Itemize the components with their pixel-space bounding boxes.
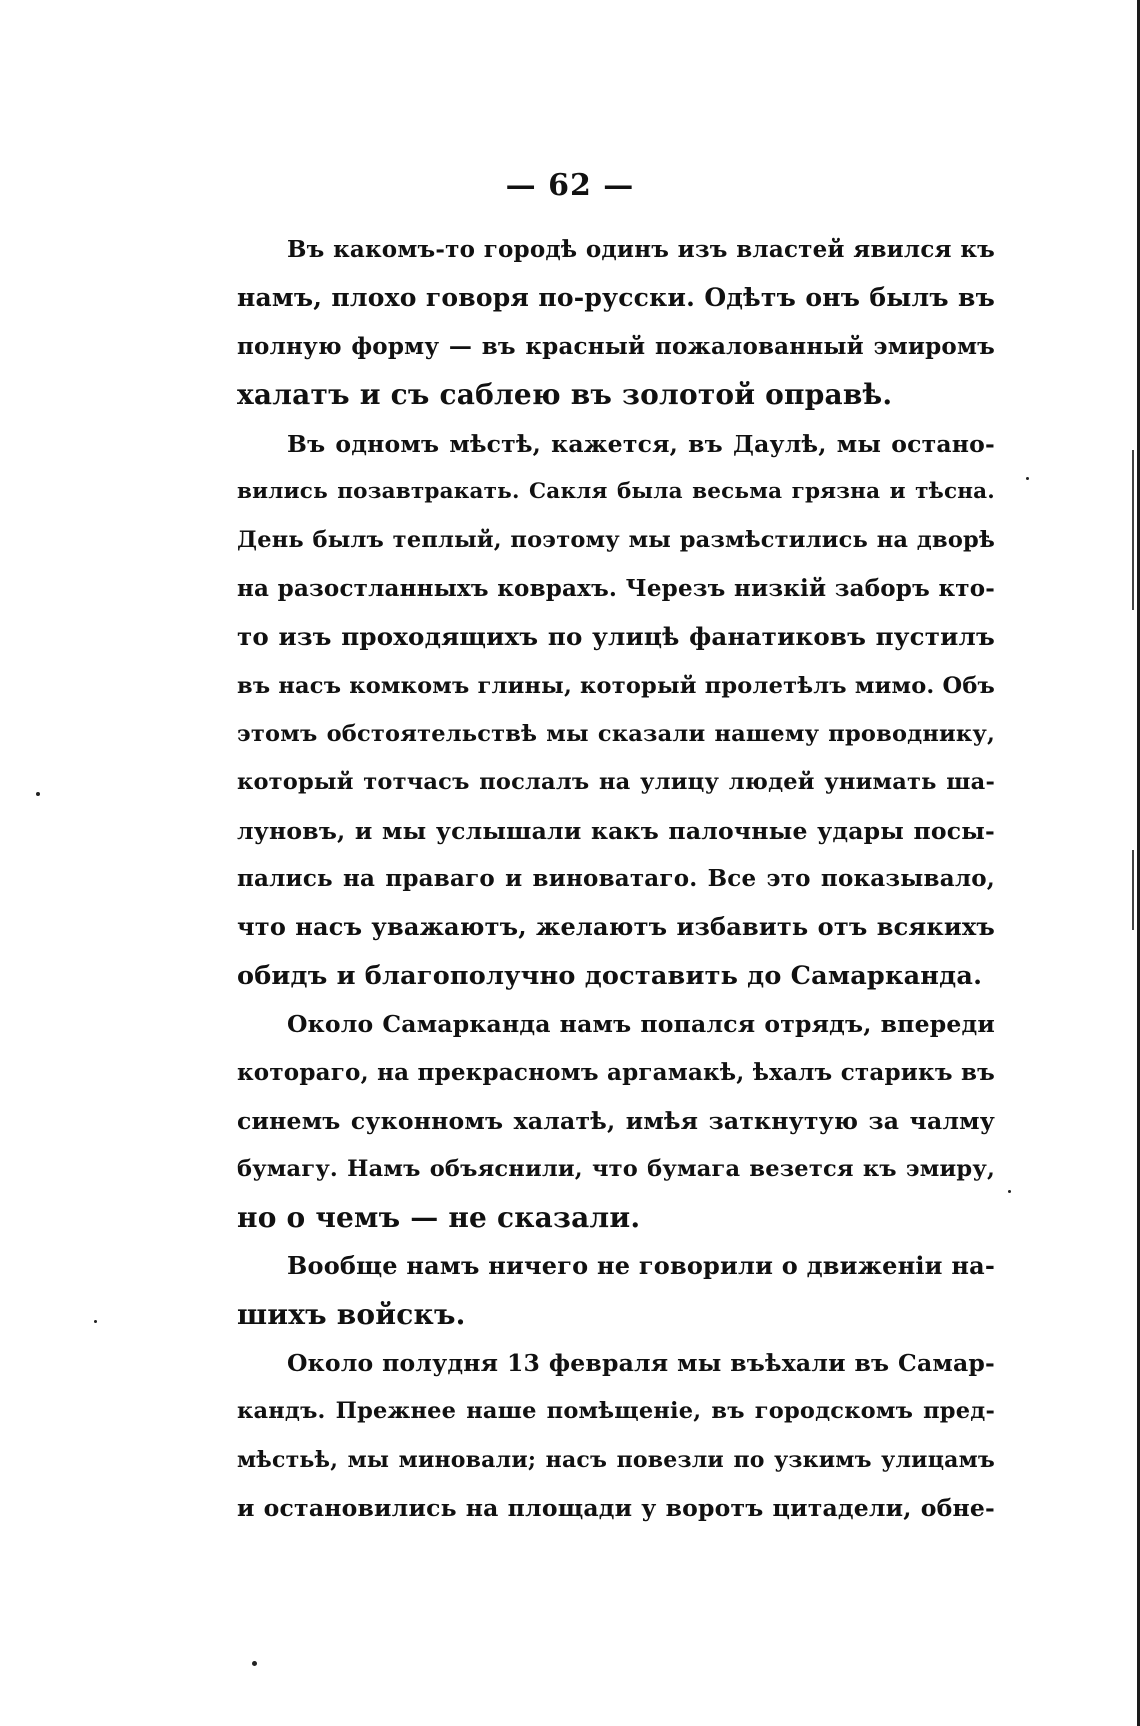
text-line: въ насъ комкомъ глины, который пролетѣлъ мимо. Объ — [237, 672, 995, 699]
text-line: намъ, плохо говоря по-русски. Одѣтъ онъ былъ въ — [237, 283, 995, 313]
text-line: этомъ обстоятельствѣ мы сказали нашему проводнику, — [237, 720, 995, 747]
print-speck — [1008, 1190, 1011, 1193]
page-edge-mark — [1132, 850, 1134, 930]
text-line: Около полудня 13 февраля мы въѣхали въ Самар- — [287, 1348, 995, 1377]
text-line: обидъ и благополучно доставить до Самарканда. — [237, 960, 983, 991]
page-number: — 62 — — [505, 168, 635, 203]
text-line: кандъ. Прежнее наше помѣщеніе, въ городскомъ пред- — [237, 1398, 995, 1425]
text-line: Около Самарканда намъ попался отрядъ, впереди — [287, 1010, 995, 1039]
text-line: Въ какомъ-то городѣ одинъ изъ властей явился къ — [287, 236, 995, 263]
text-line: полную форму — въ красный пожалованный эмиромъ — [237, 332, 995, 360]
text-line: пались на праваго и виноватаго. Все это показывало, — [237, 865, 995, 893]
body-text — [237, 226, 995, 1533]
page-edge-mark — [1132, 450, 1134, 610]
text-line: мѣстьѣ, мы миновали; насъ повезли по узкимъ улицамъ — [237, 1446, 995, 1473]
text-line: который тотчасъ послалъ на улицу людей унимать ша- — [237, 769, 995, 796]
text-line: и остановились на площади у воротъ цитадели, обне- — [237, 1494, 995, 1523]
print-speck — [252, 1661, 257, 1666]
text-line: бумагу. Намъ объяснили, что бумага везется къ эмиру, — [237, 1156, 995, 1183]
text-line: шихъ войскъ. — [237, 1297, 466, 1331]
print-speck — [36, 792, 40, 796]
print-speck — [94, 1320, 97, 1323]
text-line: День былъ теплый, поэтому мы размѣстились на дворѣ — [237, 527, 995, 554]
text-line: но о чемъ — не сказали. — [237, 1200, 641, 1234]
text-line: то изъ проходящихъ по улицѣ фанатиковъ пустилъ — [237, 622, 995, 652]
print-speck — [1026, 477, 1029, 480]
text-line: на разостланныхъ коврахъ. Черезъ низкій заборъ кто- — [237, 574, 995, 602]
text-line: Въ одномъ мѣстѣ, кажется, въ Даулѣ, мы остано- — [287, 429, 995, 458]
text-line: котораго, на прекрасномъ аргамакѣ, ѣхалъ старикъ въ — [237, 1058, 995, 1086]
text-line: что насъ уважаютъ, желаютъ избавить отъ всякихъ — [237, 912, 995, 942]
text-line: луновъ, и мы услышали какъ палочные удары посы- — [237, 816, 995, 845]
text-line: синемъ суконномъ халатѣ, имѣя заткнутую за чалму — [237, 1107, 995, 1136]
text-line: вились позавтракать. Сакля была весьма грязна и тѣсна. — [237, 478, 995, 504]
text-line: Вообще намъ ничего не говорили о движеніи на- — [287, 1251, 995, 1281]
text-line: халатъ и съ саблею въ золотой оправѣ. — [237, 378, 893, 412]
